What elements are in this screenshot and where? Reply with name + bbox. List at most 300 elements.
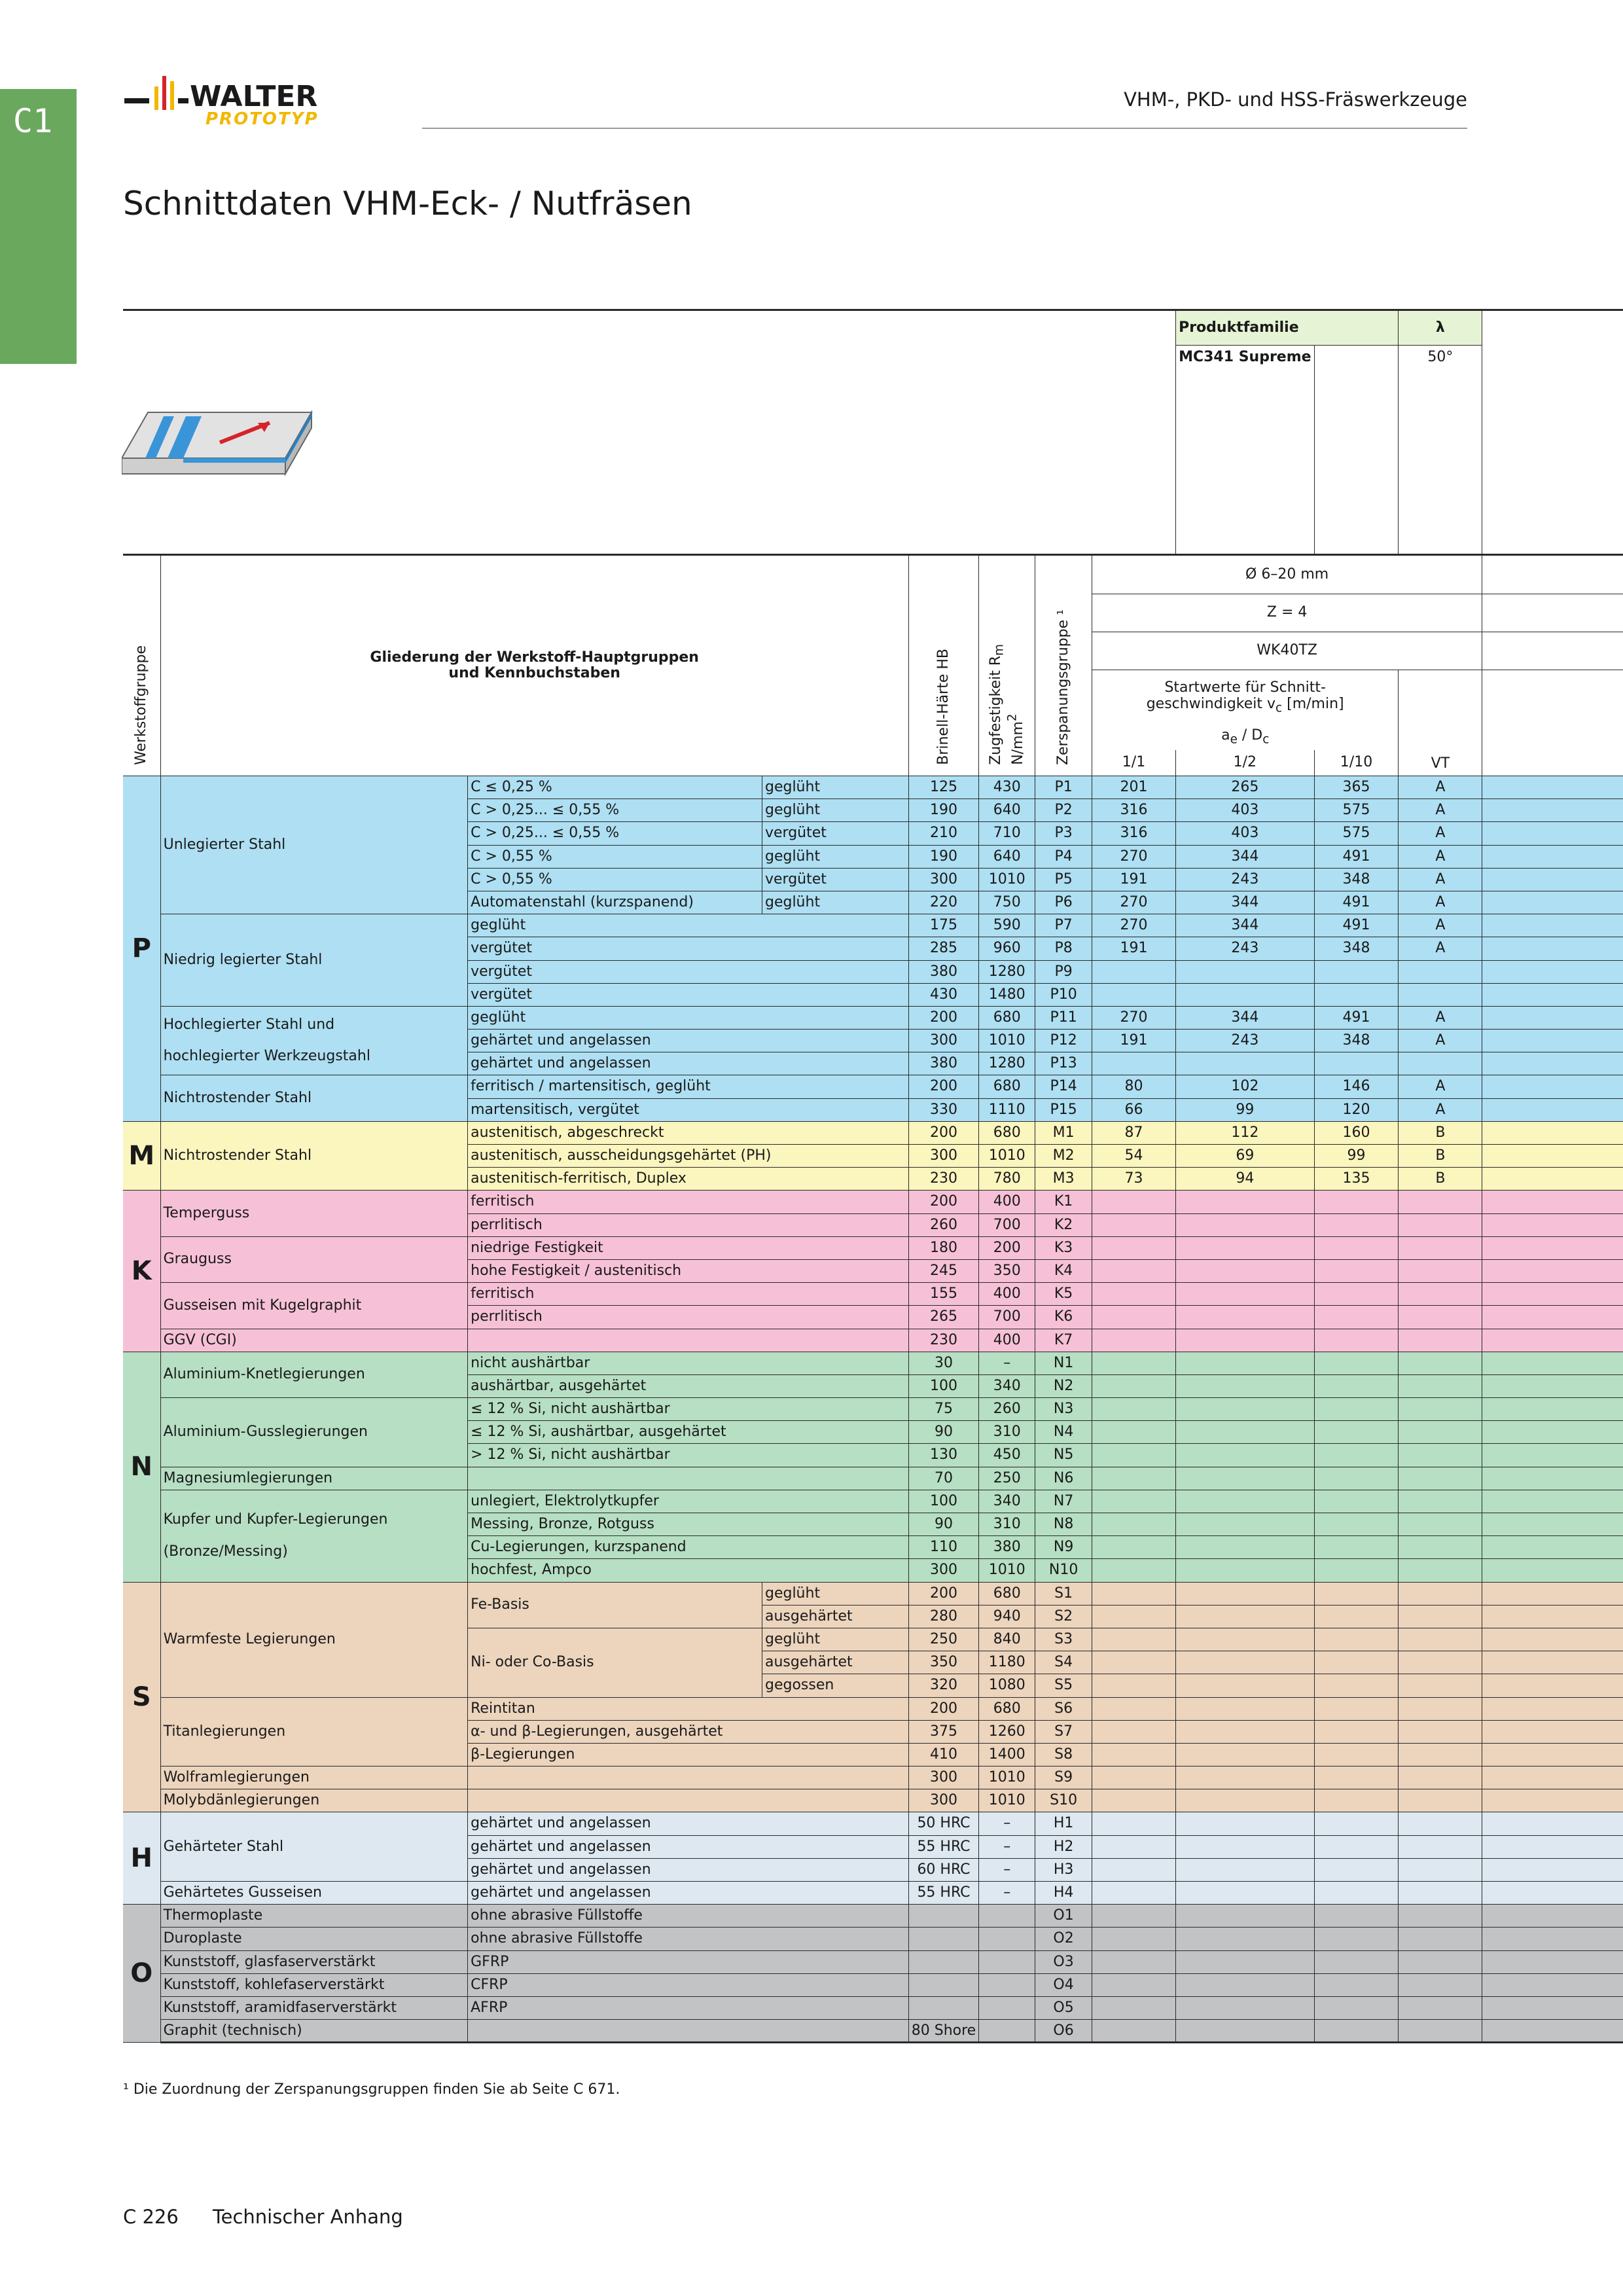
spacer-cell [1482,914,1623,937]
spacer-cell [1482,1352,1623,1374]
spacer-cell [1482,1398,1623,1421]
vc-1-10 [1314,1398,1399,1421]
vc-1-2: 265 [1176,776,1315,799]
material-detail: gehärtet und angelassen [468,1858,909,1881]
table-row [123,1697,1623,1720]
vt-value [1399,2020,1482,2043]
vt-value [1399,1835,1482,1858]
group-letter-K: K [123,1191,160,1352]
zerspanungsgruppe-code: H3 [1035,1858,1092,1881]
brinell-value: 320 [908,1674,978,1697]
vc-1-1 [1092,1421,1175,1444]
ae-l: a [1221,727,1230,744]
spacer-cell [1482,1767,1623,1789]
ratio-r3: 1/10 [1314,750,1399,776]
spacer-cell [1482,822,1623,845]
zerspanungsgruppe-code: K3 [1035,1236,1092,1259]
zerspanungsgruppe-code: M1 [1035,1121,1092,1144]
subgroup-name: Temperguss [160,1191,468,1236]
spacer-cell [1482,1605,1623,1628]
zugfestigkeit-value: 400 [979,1329,1035,1352]
material-detail: vergütet [468,960,909,983]
material-detail: geglüht [468,1006,909,1029]
vc-1-1: 316 [1092,799,1175,822]
material-detail: hohe Festigkeit / austenitisch [468,1259,909,1282]
vc-1-1 [1092,1835,1175,1858]
spacer-cell [1482,1628,1623,1651]
vc-1-2 [1176,1191,1315,1213]
zerspanungsgruppe-code: N9 [1035,1536,1092,1559]
brinell-value: 155 [908,1283,978,1306]
material-detail: AFRP [468,1996,909,2019]
spacer-cell [1482,1858,1623,1881]
zerspanungsgruppe-code: P13 [1035,1052,1092,1075]
spacer-cell [1482,1812,1623,1835]
brinell-value: 280 [908,1605,978,1628]
brinell-value: 350 [908,1651,978,1674]
brinell-value: 70 [908,1467,978,1490]
table-row [123,914,1623,937]
material-detail: aushärtbar, ausgehärtet [468,1374,909,1397]
material-detail: > 12 % Si, nicht aushärtbar [468,1444,909,1467]
spacer-cell [1482,632,1623,670]
subgroup-name: Magnesiumlegierungen [160,1467,468,1490]
subgroup-name: Hochlegierter Stahl und hochlegierter Werkzeugstahl [160,1006,468,1075]
subgroup-name: Titanlegierungen [160,1697,468,1767]
vc-1-2 [1176,1743,1315,1766]
zerspanungsgruppe-code: P1 [1035,776,1092,799]
vt-value [1399,1536,1482,1559]
vc-1-10 [1314,1973,1399,1996]
vc-1-10 [1314,1812,1399,1835]
spacer-cell [1482,1674,1623,1697]
slot-milling-illustration [122,393,318,484]
vc-1-1: 201 [1092,776,1175,799]
vc-1-1 [1092,1374,1175,1397]
vc-1-10 [1314,1605,1399,1628]
col-gliederung [160,555,908,776]
zugfestigkeit-value [979,1905,1035,1928]
brinell-value: 110 [908,1536,978,1559]
vt-value [1399,1950,1482,1973]
vc-1-10 [1314,1628,1399,1651]
spacer-cell [1482,1168,1623,1191]
brinell-value: 30 [908,1352,978,1374]
vc-1-2: 344 [1176,891,1315,914]
section-tab [0,89,77,364]
vc-1-1 [1092,1352,1175,1374]
vc-1-10 [1314,1651,1399,1674]
vc-1-1: 54 [1092,1145,1175,1168]
zugfestigkeit-value: 780 [979,1168,1035,1191]
vc-1-1 [1092,1236,1175,1259]
vc-1-10: 491 [1314,914,1399,937]
material-detail: martensitisch, vergütet [468,1098,909,1121]
vt-value [1399,1973,1482,1996]
sv-sub: c [1275,700,1283,715]
vc-1-2: 344 [1176,845,1315,868]
vc-1-10: 348 [1314,937,1399,960]
spacer-cell [1482,1283,1623,1306]
produktfamilie-blank [1314,346,1399,555]
vc-1-10 [1314,983,1399,1006]
vc-1-1 [1092,1697,1175,1720]
brinell-value: 200 [908,1582,978,1605]
zugfestigkeit-value: 400 [979,1283,1035,1306]
vc-1-2 [1176,1490,1315,1513]
material-detail: hochfest, Ampco [468,1559,909,1582]
zugfestigkeit-value: 960 [979,937,1035,960]
vc-1-10: 99 [1314,1145,1399,1168]
logo-stroke-red [162,76,166,110]
table-row [123,1882,1623,1905]
vc-1-2 [1176,1352,1315,1374]
vc-1-10 [1314,1767,1399,1789]
vc-1-10 [1314,1329,1399,1352]
material-detail: ferritisch [468,1191,909,1213]
brinell-value: 200 [908,1191,978,1213]
vc-1-1 [1092,1559,1175,1582]
subgroup-name: Graphit (technisch) [160,2020,468,2043]
brinell-value [908,1905,978,1928]
vc-1-1: 191 [1092,1030,1175,1052]
zerspanungsgruppe-code: P10 [1035,983,1092,1006]
zug-sub: m [992,644,1007,656]
vc-1-2 [1176,1789,1315,1812]
zerspanung-label: Zerspanungsgruppe ¹ [1055,609,1071,765]
zugfestigkeit-value [979,2020,1035,2043]
zerspanungsgruppe-code: N1 [1035,1352,1092,1374]
vc-1-2 [1176,1536,1315,1559]
spacer-cell [1482,1213,1623,1236]
vt-value [1399,1559,1482,1582]
vt-value [1399,960,1482,983]
vc-1-10 [1314,1191,1399,1213]
col-zugfestigkeit [979,555,1035,776]
brinell-value: 300 [908,1789,978,1812]
zerspanungsgruppe-code: H1 [1035,1812,1092,1835]
material-detail: C > 0,55 % [468,845,762,868]
zugfestigkeit-value [979,1928,1035,1950]
material-detail: perrlitisch [468,1306,909,1329]
material-detail: CFRP [468,1973,909,1996]
subgroup-name: Thermoplaste [160,1905,468,1928]
zugfestigkeit-value: 450 [979,1444,1035,1467]
subgroup-name: Niedrig legierter Stahl [160,914,468,1007]
vc-1-1 [1092,2020,1175,2043]
subgroup-name: Duroplaste [160,1928,468,1950]
vt-value [1399,1858,1482,1881]
vc-1-1 [1092,960,1175,983]
vc-1-2 [1176,1444,1315,1467]
material-detail: Reintitan [468,1697,909,1720]
vc-1-2 [1176,1674,1315,1697]
zugfestigkeit-value: 640 [979,799,1035,822]
vc-1-10 [1314,1513,1399,1536]
brinell-value: 100 [908,1490,978,1513]
vc-1-10 [1314,1236,1399,1259]
zerspanungsgruppe-code: H4 [1035,1882,1092,1905]
vc-1-1 [1092,1789,1175,1812]
zugfestigkeit-value: 1280 [979,960,1035,983]
zerspanungsgruppe-code: S4 [1035,1651,1092,1674]
material-detail: ohne abrasive Füllstoffe [468,1905,909,1928]
table-row [123,1996,1623,2019]
material-condition: vergütet [762,822,908,845]
zugfestigkeit-value: 680 [979,1075,1035,1098]
vc-1-2 [1176,1213,1315,1236]
vc-1-1 [1092,1490,1175,1513]
zerspanungsgruppe-code: K5 [1035,1283,1092,1306]
vc-1-1 [1092,1306,1175,1329]
vc-1-10 [1314,1352,1399,1374]
zug-2: N/mm [1009,721,1026,765]
zugfestigkeit-value: 680 [979,1121,1035,1144]
spacer-cell [1482,1030,1623,1052]
spacer-cell [1482,1789,1623,1812]
vc-1-1 [1092,1720,1175,1743]
vc-1-10 [1314,1490,1399,1513]
vt-value [1399,1605,1482,1628]
zerspanungsgruppe-code: P11 [1035,1006,1092,1029]
vc-1-1 [1092,1513,1175,1536]
spacer-cell [1482,2020,1623,2043]
table-row [123,1352,1623,1374]
vc-1-1 [1092,1283,1175,1306]
vc-1-2 [1176,1651,1315,1674]
zerspanungsgruppe-code: P3 [1035,822,1092,845]
material-detail: ohne abrasive Füllstoffe [468,1928,909,1950]
vc-1-2 [1176,1996,1315,2019]
vc-1-2: 344 [1176,914,1315,937]
vt-value [1399,1720,1482,1743]
vc-1-1: 73 [1092,1168,1175,1191]
vc-1-1 [1092,1329,1175,1352]
sv-l2: geschwindigkeit v [1146,695,1276,712]
subgroup-name: Wolframlegierungen [160,1767,468,1789]
vc-1-10 [1314,1950,1399,1973]
vt-value [1399,1374,1482,1397]
vt-value [1399,1213,1482,1236]
zerspanungsgruppe-code: M2 [1035,1145,1092,1168]
material-condition: geglüht [762,799,908,822]
zerspanungsgruppe-code: K4 [1035,1259,1092,1282]
subgroup-name: Gusseisen mit Kugelgraphit [160,1283,468,1329]
vc-1-10: 491 [1314,845,1399,868]
subgroup-name: GGV (CGI) [160,1329,468,1352]
vc-1-10 [1314,1882,1399,1905]
zugfestigkeit-value: 1010 [979,1559,1035,1582]
material-detail: perrlitisch [468,1213,909,1236]
vc-1-2 [1176,1582,1315,1605]
vc-1-1 [1092,1858,1175,1881]
zugfestigkeit-value: 200 [979,1236,1035,1259]
vc-1-1 [1092,1605,1175,1628]
vc-1-10 [1314,1674,1399,1697]
zugfestigkeit-value: 380 [979,1536,1035,1559]
table-row [123,1398,1623,1421]
table-row [123,1490,1623,1513]
zugfestigkeit-value: 840 [979,1628,1035,1651]
vt-value [1399,1421,1482,1444]
spacer-cell [1482,1928,1623,1950]
vt-value [1399,1812,1482,1835]
vc-1-2 [1176,1374,1315,1397]
material-detail: ≤ 12 % Si, nicht aushärtbar [468,1398,909,1421]
diameter-range: Ø 6–20 mm [1092,555,1482,594]
ae-mid: / D [1237,727,1263,744]
material-detail: vergütet [468,983,909,1006]
vc-1-2 [1176,1697,1315,1720]
vc-1-1: 270 [1092,914,1175,937]
vt-value: B [1399,1168,1482,1191]
zerspanungsgruppe-code: P9 [1035,960,1092,983]
material-detail: unlegiert, Elektrolytkupfer [468,1490,909,1513]
vt-value [1399,1352,1482,1374]
brinell-value: 200 [908,1697,978,1720]
zugfestigkeit-value: 1010 [979,1767,1035,1789]
zerspanungsgruppe-code: O1 [1035,1905,1092,1928]
zugfestigkeit-value: 1280 [979,1052,1035,1075]
zerspanungsgruppe-code: P14 [1035,1075,1092,1098]
subgroup-name: Aluminium-Knetlegierungen [160,1352,468,1397]
vc-1-10 [1314,1996,1399,2019]
vc-1-2: 94 [1176,1168,1315,1191]
table-row [123,1582,1623,1605]
brinell-value: 410 [908,1743,978,1766]
vc-1-10: 575 [1314,799,1399,822]
vt-value: A [1399,1030,1482,1052]
vc-1-10 [1314,1421,1399,1444]
material-detail: Messing, Bronze, Rotguss [468,1513,909,1536]
brinell-value: 75 [908,1398,978,1421]
brinell-value: 55 HRC [908,1882,978,1905]
vt-value [1399,1052,1482,1075]
spacer-cell [1482,937,1623,960]
spacer-cell [1482,1374,1623,1397]
vc-1-10 [1314,1259,1399,1282]
vc-1-2: 69 [1176,1145,1315,1168]
vc-1-2 [1176,1421,1315,1444]
vc-1-1 [1092,1213,1175,1236]
brinell-value: 200 [908,1006,978,1029]
spacer-cell [1482,555,1623,594]
vc-1-2 [1176,1905,1315,1928]
vc-1-1 [1092,1651,1175,1674]
vt-value: A [1399,937,1482,960]
zerspanungsgruppe-code: S5 [1035,1674,1092,1697]
material-condition: geglüht [762,1582,908,1605]
vc-1-10 [1314,1559,1399,1582]
vt-value [1399,1789,1482,1812]
zerspanungsgruppe-code: N8 [1035,1513,1092,1536]
zerspanungsgruppe-code: K7 [1035,1329,1092,1352]
material-detail: Cu-Legierungen, kurzspanend [468,1536,909,1559]
vt-value [1399,1329,1482,1352]
material-detail: α- und β-Legierungen, ausgehärtet [468,1720,909,1743]
vc-1-1 [1092,1996,1175,2019]
table-row [123,776,1623,799]
vc-1-2 [1176,960,1315,983]
zerspanungsgruppe-code: O3 [1035,1950,1092,1973]
vc-1-1 [1092,1767,1175,1789]
subgroup-name: Warmfeste Legierungen [160,1582,468,1697]
vc-1-2 [1176,1329,1315,1352]
zerspanungsgruppe-code: S2 [1035,1605,1092,1628]
brinell-value: 60 HRC [908,1858,978,1881]
vc-1-1: 316 [1092,822,1175,845]
material-detail [468,1789,909,1812]
vc-1-1: 270 [1092,845,1175,868]
subgroup-name: Aluminium-Gusslegierungen [160,1398,468,1467]
table-row [123,1950,1623,1973]
material-detail: C > 0,55 % [468,868,762,891]
spacer-cell [1482,960,1623,983]
material-detail: vergütet [468,937,909,960]
zerspanungsgruppe-code: K6 [1035,1306,1092,1329]
vc-1-1 [1092,1928,1175,1950]
brinell-value [908,1996,978,2019]
zerspanungsgruppe-code: P6 [1035,891,1092,914]
zugfestigkeit-value: 590 [979,914,1035,937]
spacer-cell [1482,310,1623,555]
spacer-cell [1482,1006,1623,1029]
vc-1-2 [1176,1720,1315,1743]
zerspanungsgruppe-code: N10 [1035,1559,1092,1582]
vc-1-10 [1314,1213,1399,1236]
vt-value: A [1399,822,1482,845]
vc-1-2: 102 [1176,1075,1315,1098]
brinell-value: 300 [908,1559,978,1582]
material-condition: vergütet [762,868,908,891]
zugfestigkeit-value: 1080 [979,1674,1035,1697]
table-row [123,1236,1623,1259]
zerspanungsgruppe-code: S6 [1035,1697,1092,1720]
group-letter-O: O [123,1905,160,2043]
zerspanungsgruppe-code: S7 [1035,1720,1092,1743]
vc-1-2 [1176,1767,1315,1789]
brinell-value [908,1928,978,1950]
vt-value [1399,1191,1482,1213]
material-detail: gehärtet und angelassen [468,1882,909,1905]
spacer-cell [1482,1950,1623,1973]
vt-value [1399,1467,1482,1490]
material-detail: C > 0,25... ≤ 0,55 % [468,799,762,822]
vc-1-2 [1176,1306,1315,1329]
zerspanungsgruppe-code: P7 [1035,914,1092,937]
material-detail: ferritisch [468,1283,909,1306]
subgroup-name: Kupfer und Kupfer-Legierungen (Bronze/Messing) [160,1490,468,1582]
brinell-value: 250 [908,1628,978,1651]
vc-1-10 [1314,1928,1399,1950]
zerspanungsgruppe-code: O4 [1035,1973,1092,1996]
zerspanungsgruppe-code: N5 [1035,1444,1092,1467]
material-condition: ausgehärtet [762,1651,908,1674]
table-row [123,1121,1623,1144]
vc-1-1 [1092,983,1175,1006]
zugfestigkeit-value: 340 [979,1374,1035,1397]
vt-value: A [1399,1075,1482,1098]
brinell-value: 300 [908,868,978,891]
zerspanungsgruppe-code: P12 [1035,1030,1092,1052]
zerspanungsgruppe-code: M3 [1035,1168,1092,1191]
gliederung-line1: Gliederung der Werkstoff-Hauptgruppen [370,649,699,666]
zugfestigkeit-value: 310 [979,1421,1035,1444]
ratio-r2: 1/2 [1176,750,1315,776]
subgroup-name: Gehärtetes Gusseisen [160,1882,468,1905]
vc-1-10 [1314,1697,1399,1720]
spacer-cell [1482,1329,1623,1352]
